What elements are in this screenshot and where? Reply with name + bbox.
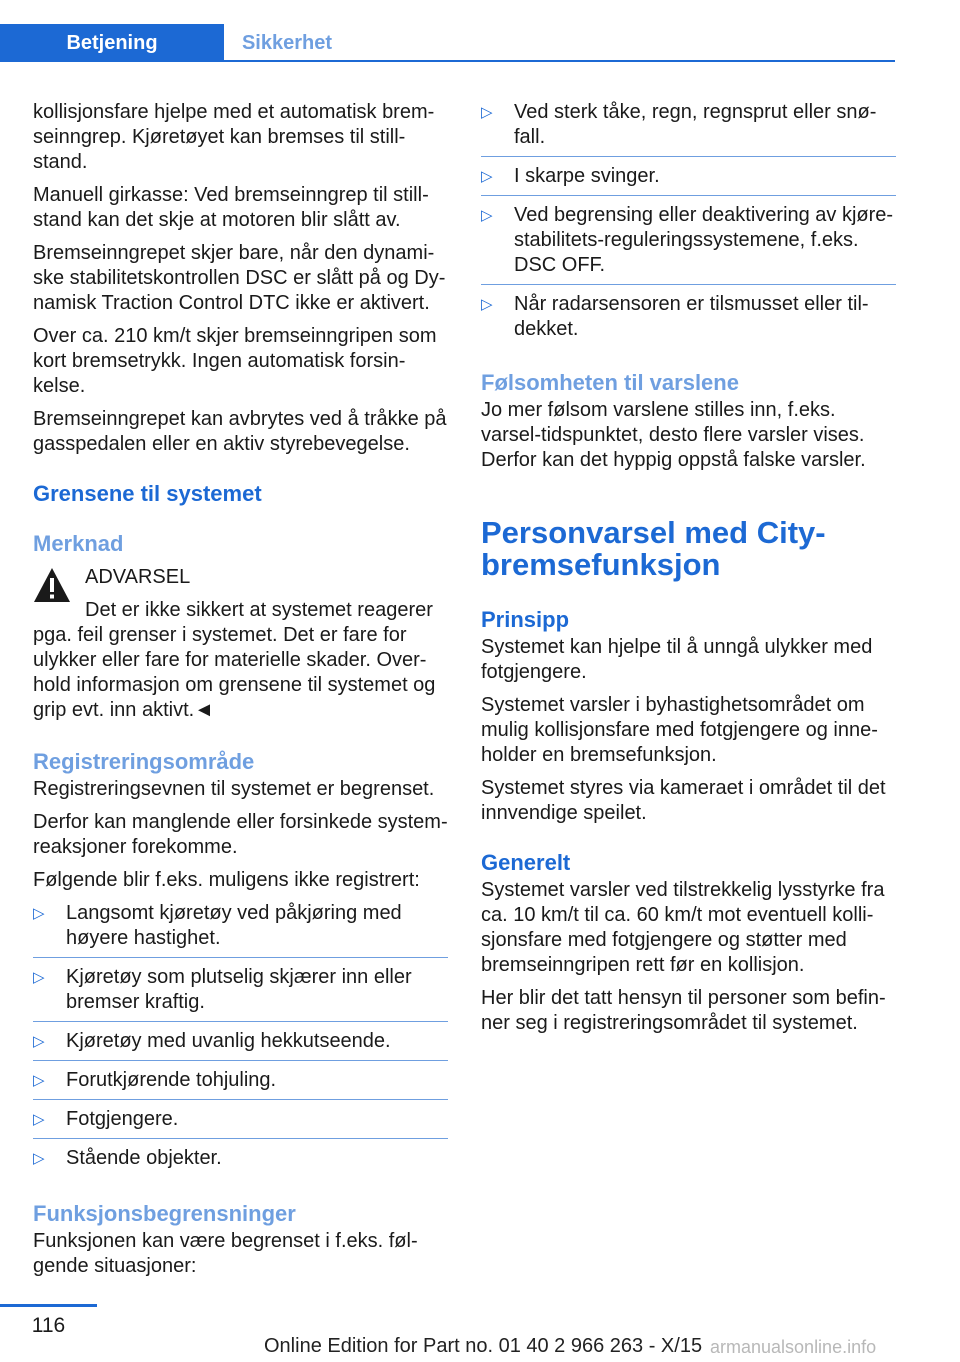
list-item: ▷ I skarpe svinger. bbox=[481, 164, 896, 196]
paragraph: Systemet styres via kameraet i området til det innvendige speilet. bbox=[481, 777, 886, 824]
list-item: ▷ Langsomt kjøretøy ved påkjøring med høyere hastighet. bbox=[33, 901, 448, 958]
triangle-bullet-icon: ▷ bbox=[481, 168, 493, 185]
list-not-registered bbox=[33, 901, 448, 1177]
header-tabs bbox=[0, 24, 895, 62]
paragraph: Følgende blir f.eks. muligens ikke registrert: bbox=[33, 869, 420, 891]
list-item: ▷ Ved begrensing eller deaktivering av kjøre-stabilitets-reguleringssystemene, f.eks. DSC OFF. bbox=[481, 203, 896, 285]
list-item: ▷ Forutkjørende tohjuling. bbox=[33, 1068, 448, 1100]
paragraph: Derfor kan manglende eller forsinkede system-reaksjoner forekomme. bbox=[33, 811, 448, 858]
paragraph: Systemet kan hjelpe til å unngå ulykker med fotgjengere. bbox=[481, 636, 873, 683]
heading-funksjon: Funksjonsbegrensninger bbox=[33, 1201, 296, 1226]
triangle-bullet-icon: ▷ bbox=[33, 1072, 45, 1089]
heading-grensene: Grensene til systemet bbox=[33, 481, 262, 506]
list-item: ▷ Kjøretøy med uvanlig hekkutseende. bbox=[33, 1029, 448, 1061]
heading-folsomhet: Følsomheten til varslene bbox=[481, 370, 739, 395]
list-item: ▷ Ved sterk tåke, regn, regnsprut eller snø-fall. bbox=[481, 100, 896, 157]
triangle-bullet-icon: ▷ bbox=[481, 104, 493, 121]
warning-triangle-icon bbox=[33, 567, 71, 603]
list-item: ▷ Fotgjengere. bbox=[33, 1107, 448, 1139]
warning-title: ADVARSEL bbox=[85, 566, 191, 588]
list-item: ▷ Stående objekter. bbox=[33, 1147, 222, 1169]
triangle-bullet-icon: ▷ bbox=[33, 1111, 45, 1128]
heading-merknad: Merknad bbox=[33, 531, 124, 556]
paragraph: Systemet varsler ved tilstrekkelig lysstyrke fra ca. 10 km/t til ca. 60 km/t mot eventuell kolli-sjonsfare med fotgjengere og støtter med bremseinngripen rett før en kollisjon. bbox=[481, 879, 885, 976]
triangle-bullet-icon: ▷ bbox=[481, 207, 493, 224]
warning-body: pga. feil grenser i systemet. Det er fare for ulykker eller fare for materielle skader. Over-hold informasjon om grensene til systemet og grip evt. inn aktivt.◄ bbox=[33, 624, 436, 721]
triangle-bullet-icon: ▷ bbox=[33, 1033, 45, 1050]
tab-sikkerhet[interactable]: Sikkerhet bbox=[241, 32, 333, 54]
paragraph: Systemet varsler i byhastighetsområdet om mulig kollisjonsfare med fotgjengere og inne-holder en bremsefunksjon. bbox=[481, 694, 878, 766]
paragraph: Jo mer følsom varslene stilles inn, f.eks. varsel-tidspunktet, desto flere varsler vises. Derfor kan det hyppig oppstå falske varsler. bbox=[481, 399, 866, 471]
watermark: armanualsonline.info bbox=[710, 1337, 877, 1357]
warning-box bbox=[33, 565, 448, 623]
heading-prinsipp: Prinsipp bbox=[481, 607, 570, 632]
tab-betjening[interactable]: Betjening bbox=[0, 24, 224, 62]
warning-first-line: Det er ikke sikkert at systemet reagerer bbox=[85, 599, 433, 621]
page-number: 116 bbox=[31, 1314, 66, 1337]
right-column bbox=[481, 100, 896, 1044]
list-item: ▷ Når radarsensoren er tilsmusset eller til-dekket. bbox=[481, 293, 869, 340]
heading-registrering: Registreringsområde bbox=[33, 749, 255, 774]
footer-edition: Online Edition for Part no. 01 40 2 966 263 - X/15 bbox=[264, 1335, 703, 1357]
paragraph: Registreringsevnen til systemet er begrenset. bbox=[33, 778, 435, 800]
paragraph: Manuell girkasse: Ved bremseinngrep til still-stand kan det skje at motoren blir slått av. bbox=[33, 184, 429, 231]
triangle-bullet-icon: ▷ bbox=[481, 296, 493, 313]
paragraph: Bremseinngrepet skjer bare, når den dynami-ske stabilitetskontrollen DSC er slått på og Dy-namisk Traction Control DTC ikke er aktivert. bbox=[33, 242, 446, 314]
list-item: ▷ Kjøretøy som plutselig skjærer inn eller bremser kraftig. bbox=[33, 965, 448, 1022]
paragraph: Her blir det tatt hensyn til personer som befin-ner seg i registreringsområdet til systemet. bbox=[481, 987, 886, 1034]
paragraph: kollisjonsfare hjelpe med et automatisk brem-seinngrep. Kjøretøyet kan bremses til still-stand. bbox=[33, 101, 435, 173]
triangle-bullet-icon: ▷ bbox=[33, 969, 45, 986]
heading-personvarsel: Personvarsel med City-bremsefunksjon bbox=[481, 515, 826, 582]
triangle-bullet-icon: ▷ bbox=[33, 1150, 45, 1167]
left-column bbox=[33, 100, 448, 1287]
header-rule bbox=[0, 60, 895, 62]
paragraph: Over ca. 210 km/t skjer bremseinngripen som kort bremsetrykk. Ingen automatisk forsin-kelse. bbox=[33, 325, 437, 397]
list-situations bbox=[481, 100, 896, 348]
heading-generelt: Generelt bbox=[481, 850, 571, 875]
paragraph: Funksjonen kan være begrenset i f.eks. føl-gende situasjoner: bbox=[33, 1230, 418, 1277]
paragraph: Bremseinngrepet kan avbrytes ved å tråkke på gasspedalen eller en aktiv styrebevegelse. bbox=[33, 408, 447, 455]
triangle-bullet-icon: ▷ bbox=[33, 905, 45, 922]
page-number-rule bbox=[0, 1304, 97, 1307]
